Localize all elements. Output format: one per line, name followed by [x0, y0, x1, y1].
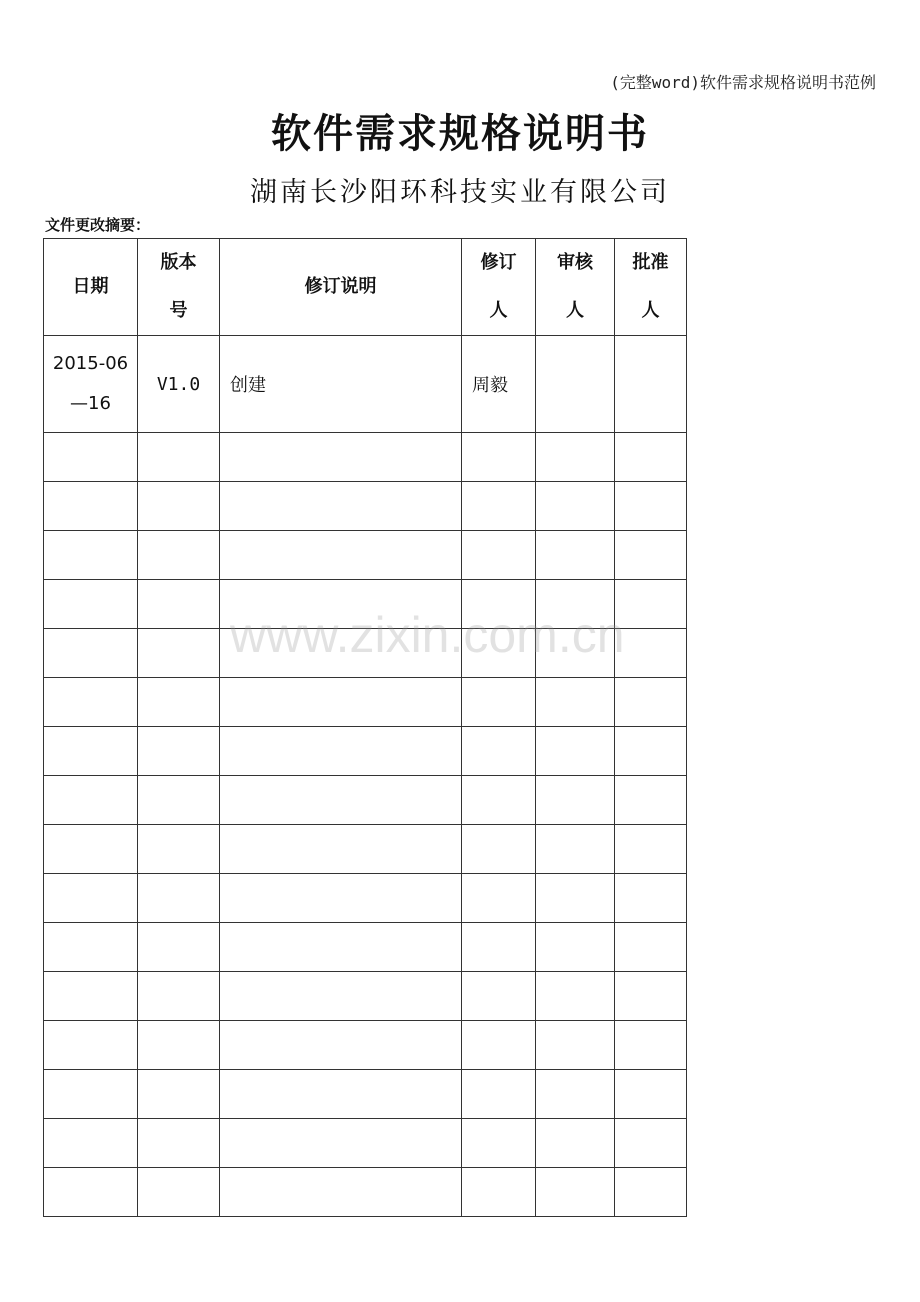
cell-date: [44, 531, 138, 580]
cell-description: [220, 1119, 462, 1168]
cell-approver: [615, 1168, 687, 1217]
cell-reviewer: [536, 1168, 615, 1217]
cell-approver: [615, 874, 687, 923]
cell-date: [44, 727, 138, 776]
cell-date: [44, 1070, 138, 1119]
cell-date: [44, 1168, 138, 1217]
cell-reviewer: [536, 629, 615, 678]
cell-reviser: [462, 972, 536, 1021]
empty-table-row: [44, 1021, 687, 1070]
cell-reviser: [462, 629, 536, 678]
cell-reviewer: [536, 1070, 615, 1119]
empty-table-row: [44, 727, 687, 776]
cell-reviser: [462, 1119, 536, 1168]
revision-table: [43, 238, 687, 1217]
empty-table-row: [44, 1168, 687, 1217]
cell-reviewer: [536, 727, 615, 776]
cell-version: [138, 825, 220, 874]
cell-description: [220, 629, 462, 678]
cell-version: [138, 923, 220, 972]
cell-approver: [615, 1021, 687, 1070]
cell-reviser: [462, 776, 536, 825]
cell-description: [220, 678, 462, 727]
cell-reviewer: [536, 678, 615, 727]
empty-table-row: [44, 433, 687, 482]
table-header-row: [44, 239, 687, 336]
cell-description: [220, 1070, 462, 1119]
cell-date: [44, 776, 138, 825]
cell-reviewer: [536, 1119, 615, 1168]
cell-date: [44, 825, 138, 874]
cell-date: [44, 874, 138, 923]
cell-reviser: [462, 874, 536, 923]
cell-approver: [615, 923, 687, 972]
company-name: 湖南长沙阳环科技实业有限公司: [250, 177, 670, 208]
empty-table-row: [44, 580, 687, 629]
cell-description: [220, 825, 462, 874]
cell-version: [138, 433, 220, 482]
cell-description: 创建: [220, 336, 462, 433]
cell-date: [44, 580, 138, 629]
cell-description: [220, 727, 462, 776]
cell-description: [220, 580, 462, 629]
cell-version: [138, 776, 220, 825]
cell-reviewer: [536, 531, 615, 580]
cell-description: [220, 1168, 462, 1217]
cell-reviser: [462, 580, 536, 629]
cell-approver: [615, 972, 687, 1021]
change-summary-label: 文件更改摘要：: [45, 216, 151, 234]
cell-date: [44, 972, 138, 1021]
cell-approver: [615, 1070, 687, 1119]
cell-approver: [615, 678, 687, 727]
cell-reviser: [462, 1070, 536, 1119]
cell-version: V1.0: [138, 336, 220, 433]
cell-description: [220, 1021, 462, 1070]
cell-version: [138, 531, 220, 580]
cell-reviser: [462, 482, 536, 531]
cell-approver: [615, 580, 687, 629]
header-reviewer: 审核人: [536, 239, 615, 336]
cell-reviewer: [536, 336, 615, 433]
cell-version: [138, 678, 220, 727]
cell-description: [220, 433, 462, 482]
cell-reviewer: [536, 776, 615, 825]
cell-reviewer: [536, 580, 615, 629]
cell-reviewer: [536, 1021, 615, 1070]
header-date: 日期: [44, 239, 138, 336]
cell-reviewer: [536, 874, 615, 923]
empty-table-row: [44, 1070, 687, 1119]
cell-date: [44, 1021, 138, 1070]
cell-approver: [615, 825, 687, 874]
cell-version: [138, 1070, 220, 1119]
cell-reviser: [462, 678, 536, 727]
cell-description: [220, 776, 462, 825]
cell-approver: [615, 482, 687, 531]
cell-reviser: [462, 727, 536, 776]
empty-table-row: [44, 531, 687, 580]
cell-date: [44, 923, 138, 972]
cell-version: [138, 727, 220, 776]
cell-date: [44, 1119, 138, 1168]
cell-approver: [615, 727, 687, 776]
cell-reviser: [462, 531, 536, 580]
cell-reviewer: [536, 482, 615, 531]
cell-version: [138, 629, 220, 678]
cell-date: [44, 629, 138, 678]
cell-version: [138, 1021, 220, 1070]
empty-table-row: [44, 874, 687, 923]
cell-description: [220, 874, 462, 923]
cell-version: [138, 1119, 220, 1168]
cell-reviewer: [536, 972, 615, 1021]
cell-reviewer: [536, 433, 615, 482]
cell-approver: [615, 433, 687, 482]
cell-description: [220, 923, 462, 972]
cell-reviser: [462, 825, 536, 874]
empty-table-row: [44, 776, 687, 825]
cell-version: [138, 482, 220, 531]
cell-approver: [615, 629, 687, 678]
table-row: [44, 336, 687, 433]
cell-approver: [615, 776, 687, 825]
header-reviser: 修订人: [462, 239, 536, 336]
empty-table-row: [44, 825, 687, 874]
cell-description: [220, 482, 462, 531]
cell-reviser: [462, 1168, 536, 1217]
document-title: 软件需求规格说明书: [271, 110, 649, 157]
cell-version: [138, 1168, 220, 1217]
header-approver: 批准人: [615, 239, 687, 336]
header-version: 版本号: [138, 239, 220, 336]
empty-table-row: [44, 923, 687, 972]
header-note: (完整word)软件需求规格说明书范例: [610, 73, 876, 92]
header-description: 修订说明: [220, 239, 462, 336]
cell-approver: [615, 336, 687, 433]
cell-date: [44, 678, 138, 727]
cell-reviser: [462, 433, 536, 482]
cell-description: [220, 531, 462, 580]
empty-table-row: [44, 629, 687, 678]
cell-date: 2015-06—16: [44, 336, 138, 433]
cell-version: [138, 580, 220, 629]
cell-reviser: [462, 923, 536, 972]
cell-reviewer: [536, 825, 615, 874]
cell-approver: [615, 531, 687, 580]
watermark: www.zixin.com.cn: [230, 607, 625, 663]
cell-version: [138, 972, 220, 1021]
cell-date: [44, 433, 138, 482]
empty-table-row: [44, 1119, 687, 1168]
cell-description: [220, 972, 462, 1021]
empty-table-row: [44, 482, 687, 531]
cell-reviser: [462, 1021, 536, 1070]
cell-version: [138, 874, 220, 923]
cell-date: [44, 482, 138, 531]
empty-table-row: [44, 972, 687, 1021]
empty-table-row: [44, 678, 687, 727]
cell-reviser: 周毅: [462, 336, 536, 433]
cell-approver: [615, 1119, 687, 1168]
cell-reviewer: [536, 923, 615, 972]
